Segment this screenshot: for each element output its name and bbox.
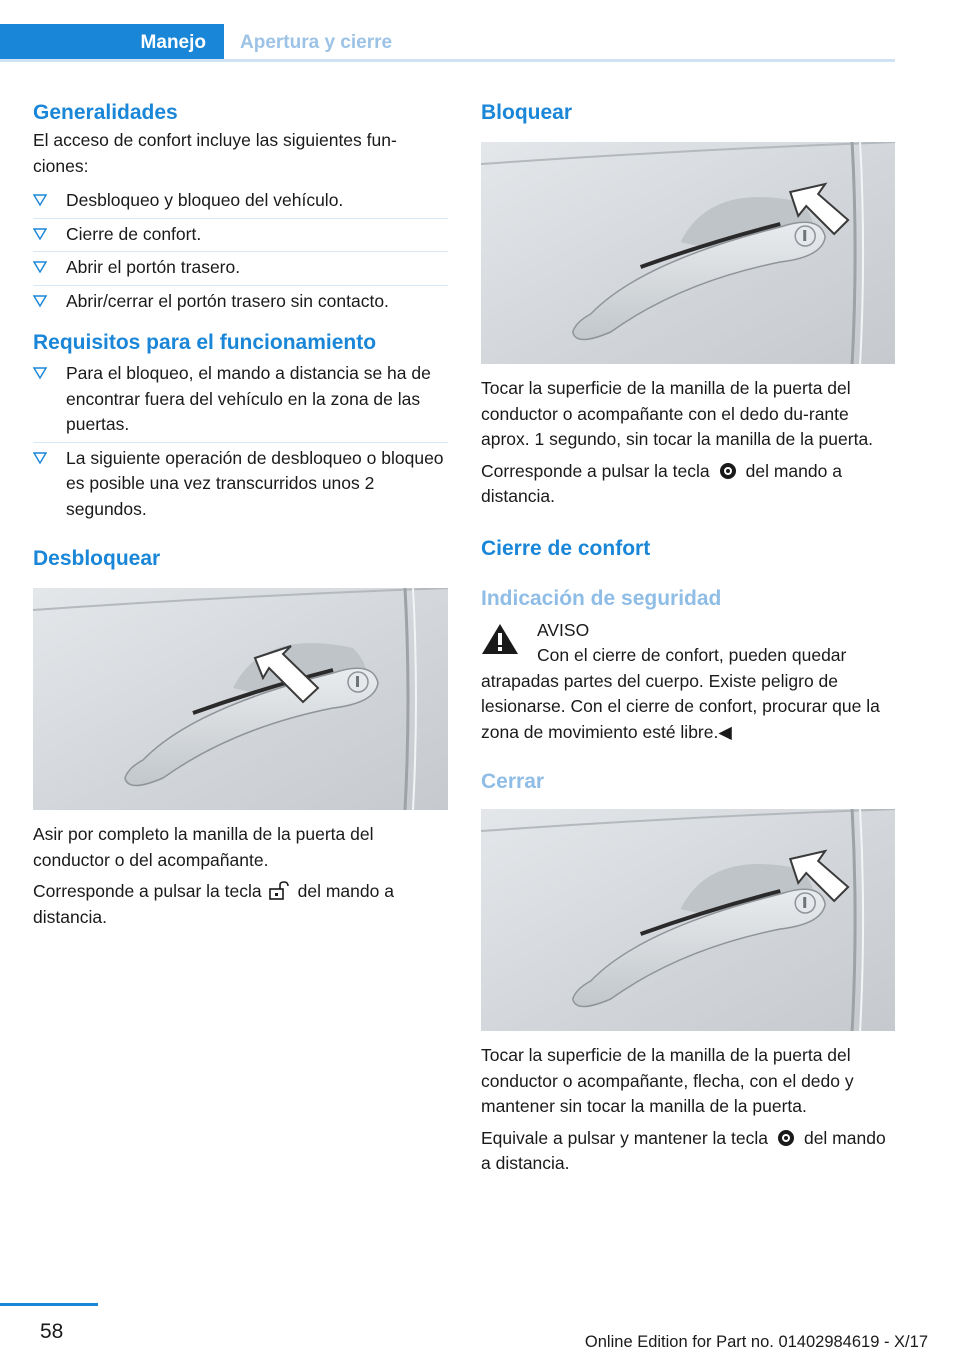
requisitos-list	[33, 358, 448, 526]
lock-key-icon	[716, 461, 740, 481]
list-item: Abrir el portón trasero.	[33, 252, 448, 286]
warning-text: Con el cierre de confort, pueden quedar atrapadas partes del cuerpo. Existe peligro de lesionarse. Con el cierre de confort, procurar que la zona de movimiento esté libre.◀	[481, 645, 880, 742]
desbloquear-text-2: Corresponde a pulsar la tecla del mando a distancia.	[33, 881, 394, 927]
triangle-bullet-icon	[33, 366, 47, 380]
section-title-bloquear: Bloquear	[481, 101, 573, 124]
left-column	[33, 98, 448, 930]
warning-triangle-icon	[481, 622, 519, 656]
generalidades-intro: El acceso de confort incluye las siguientes fun‐ciones:	[33, 130, 397, 176]
triangle-bullet-icon	[33, 260, 47, 274]
generalidades-list	[33, 185, 448, 318]
triangle-bullet-icon	[33, 193, 47, 207]
right-column	[481, 98, 895, 1177]
header-bar	[0, 24, 895, 62]
cerrar-text-1: Tocar la superficie de la manilla de la puerta del conductor o acompañante, flecha, con el dedo y mantener sin tocar la manilla de la puerta.	[481, 1045, 854, 1116]
tab-apertura-y-cierre[interactable]: Apertura y cierre	[240, 32, 393, 53]
section-title-cerrar: Cerrar	[481, 770, 545, 793]
footer-rule	[0, 1303, 98, 1306]
list-item: Cierre de confort.	[33, 219, 448, 253]
desbloquear-text-1: Asir por completo la manilla de la puerta del conductor o del acompañante.	[33, 824, 374, 870]
edition-note: Online Edition for Part no. 01402984619 - X/17	[584, 1333, 928, 1351]
list-item: Desbloqueo y bloqueo del vehículo.	[33, 185, 448, 219]
triangle-bullet-icon	[33, 294, 47, 308]
section-title-cierre-de-confort: Cierre de confort	[481, 536, 651, 560]
warning-block	[481, 618, 895, 746]
page-number: 58	[40, 1320, 64, 1343]
door-handle-close-image	[481, 809, 895, 1031]
list-item: Para el bloqueo, el mando a distancia se ha de encontrar fuera del vehículo en la zona de las puertas.	[33, 358, 448, 443]
section-title-requisitos: Requisitos para el funcionamiento	[33, 331, 377, 354]
warning-label: AVISO	[537, 619, 590, 640]
tab-manejo[interactable]: Manejo	[0, 24, 224, 62]
triangle-bullet-icon	[33, 451, 47, 465]
triangle-bullet-icon	[33, 227, 47, 241]
list-item: La siguiente operación de desbloqueo o bloqueo es posible una vez transcurridos unos 2 segundos.	[33, 443, 448, 527]
bloquear-text-2: Corresponde a pulsar la tecla del mando a distancia.	[481, 460, 842, 506]
header-rule	[0, 59, 895, 62]
door-handle-unlock-image	[33, 588, 448, 810]
cerrar-text-2: Equivale a pulsar y mantener la tecla del mando a distancia.	[481, 1127, 886, 1173]
list-item: Abrir/cerrar el portón trasero sin contacto.	[33, 286, 448, 319]
safety-title: Indicación de seguridad	[481, 586, 722, 610]
section-title-generalidades: Generalidades	[33, 101, 178, 124]
bloquear-text-1: Tocar la superficie de la manilla de la puerta del conductor o acompañante con el dedo du‐rante aprox. 1 segundo, sin tocar la manilla de la puerta.	[481, 378, 874, 449]
section-title-desbloquear: Desbloquear	[33, 547, 161, 570]
lock-key-icon	[774, 1128, 798, 1148]
door-handle-lock-image	[481, 142, 895, 364]
unlock-key-icon	[268, 881, 292, 901]
